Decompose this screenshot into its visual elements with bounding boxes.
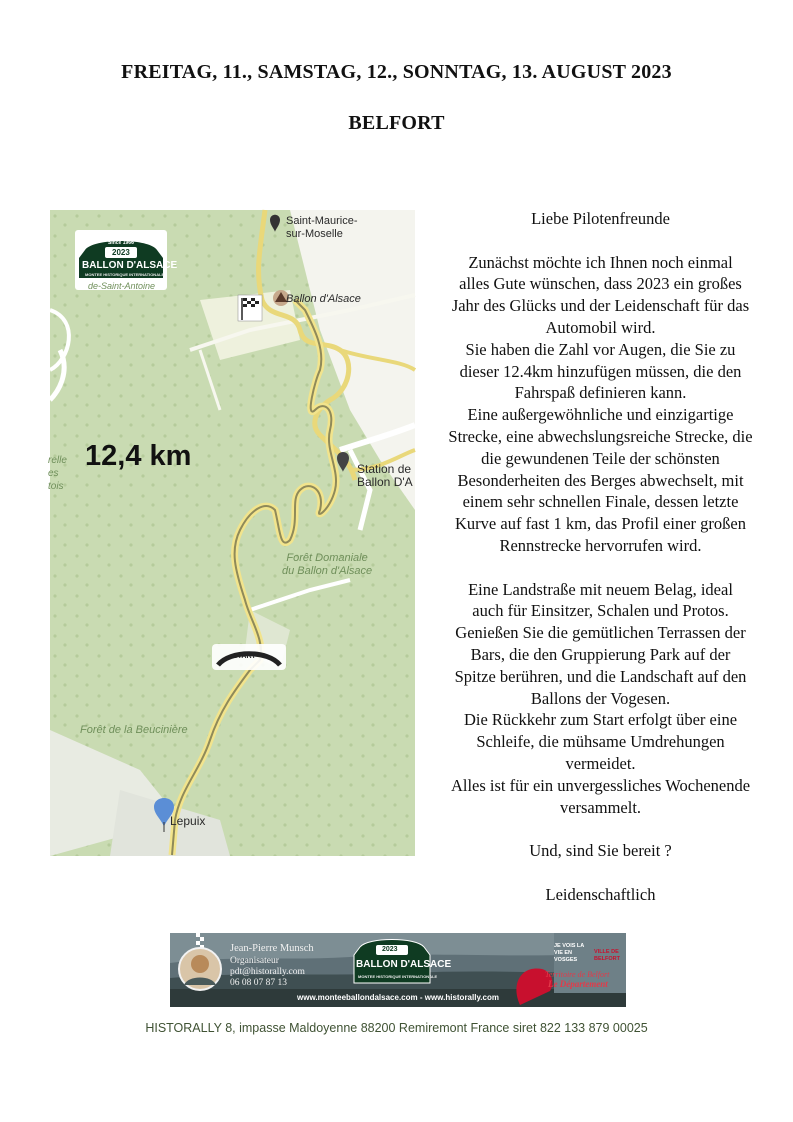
label-partial-left: relle es tois <box>48 455 67 492</box>
letter-line: Alles ist für ein unvergessliches Wochenende <box>450 775 751 795</box>
belfort-logo: VILLE DE BELFORT <box>594 949 620 962</box>
label-saint-antoine: de-Saint-Antoine <box>88 281 156 291</box>
start-label: START <box>233 653 256 660</box>
logo-tagline: MONTEE HISTORIQUE INTERNATIONALE <box>85 272 165 277</box>
letter-line: auch für Einsitzer, Schalen und Protos. <box>472 601 729 621</box>
letter-line: Automobil wird. <box>545 317 656 337</box>
banner-url[interactable]: www.monteeballondalsace.com - www.historally.com <box>297 993 499 1002</box>
letter-line: dieser 12.4km hinzufügen müssen, die den <box>459 361 742 381</box>
letter-body <box>428 208 773 906</box>
letter-line: Bars, die den Gruppierung Park auf der <box>470 644 731 664</box>
letter-line: Zunächst möchte ich Ihnen noch einmal <box>468 252 733 272</box>
letter-paragraph-1 <box>428 252 773 557</box>
departement-label: Le Département <box>548 979 608 989</box>
finish-flag-icon <box>238 295 262 321</box>
contact-role: Organisateur <box>230 956 279 966</box>
contact-phone: 06 08 07 87 13 <box>230 978 287 988</box>
letter-line: Sie haben die Zahl vor Augen, die Sie zu <box>465 339 736 359</box>
letter-closing: Leidenschaftlich <box>545 884 656 904</box>
label-lepuix: Lepuix <box>170 814 206 828</box>
label-ballon: Ballon d'Alsace <box>286 293 361 305</box>
logo-name: BALLON D'ALSACE <box>82 260 178 271</box>
letter-line: einem sehr schnellen Finale, dessen letzte <box>462 492 739 512</box>
territoire-label: Territoire de Belfort <box>545 970 610 979</box>
contact-email[interactable]: pdt@historally.com <box>230 967 305 977</box>
letter-paragraph-2 <box>428 579 773 819</box>
letter-line: versammelt. <box>559 797 642 817</box>
vosges-logo: JE VOIS LA VIE EN VOSGES <box>554 943 585 963</box>
label-foret-beuciniere: Forêt de la Beucinière <box>80 724 188 736</box>
letter-line: Eine Landstraße mit neuem Belag, ideal <box>468 579 733 599</box>
label-foret-domaniale: Forêt Domaniale du Ballon d'Alsace <box>282 552 373 577</box>
event-city: BELFORT <box>348 112 445 134</box>
letter-line: Genießen Sie die gemütlichen Terrassen der <box>455 623 746 643</box>
letter-line: Die Rückkehr zum Start erfolgt über eine <box>463 710 738 730</box>
map-terrain <box>50 210 415 856</box>
route-map <box>50 210 415 856</box>
letter-line: Besonderheiten des Berges abwechselt, mit <box>457 470 744 490</box>
logo-year: 2023 <box>112 248 130 257</box>
letter-greeting: Liebe Pilotenfreunde <box>531 209 670 228</box>
letter-line: Strecke, eine abwechslungsreiche Strecke, die <box>448 426 753 446</box>
letter-line: Spitze berühren, und die Landschaft auf den <box>454 666 747 686</box>
letter-line: die gewundenen Teile der schönsten <box>481 448 720 468</box>
logo-since: Since 1966 <box>108 240 134 246</box>
letter-line: alles Gute wünschen, dass 2023 ein großes <box>459 274 742 294</box>
letter-line: Ballons der Vogesen. <box>530 688 671 708</box>
letter-line: Rennstrecke hervorrufen wird. <box>499 535 702 555</box>
letter-line: Schleife, die mühsame Umdrehungen <box>476 732 725 752</box>
label-station: Station de Ballon D'A <box>357 462 413 489</box>
letter-line: vermeidet. <box>565 753 636 773</box>
letter-line: Jahr des Glücks und der Leidenschaft für das <box>451 296 750 316</box>
banner-logo-tagline: MONTEE HISTORIQUE INTERNATIONALE <box>358 974 438 979</box>
banner-logo-name: BALLON D'ALSACE <box>356 959 452 970</box>
event-dates: FREITAG, 11., SAMSTAG, 12., SONNTAG, 13. AUGUST 2023 <box>121 61 672 83</box>
sponsor-banner <box>170 933 626 1007</box>
contact-name: Jean-Pierre Munsch <box>230 943 314 954</box>
letter-line: Eine außergewöhnliche und einzigartige <box>467 405 734 425</box>
label-saint-maurice: Saint-Maurice- sur-Moselle <box>286 215 358 240</box>
footer-address: HISTORALLY 8, impasse Maldoyenne 88200 Remiremont France siret 822 133 879 00025 <box>145 1021 648 1035</box>
letter-line: Kurve auf fast 1 km, das Profil einer großen <box>455 514 746 534</box>
route-distance: 12,4 km <box>85 440 192 472</box>
avatar <box>179 948 221 990</box>
letter-question: Und, sind Sie bereit ? <box>529 841 672 861</box>
letter-line: Fahrspaß definieren kann. <box>514 383 687 403</box>
banner-logo-year: 2023 <box>382 946 398 953</box>
